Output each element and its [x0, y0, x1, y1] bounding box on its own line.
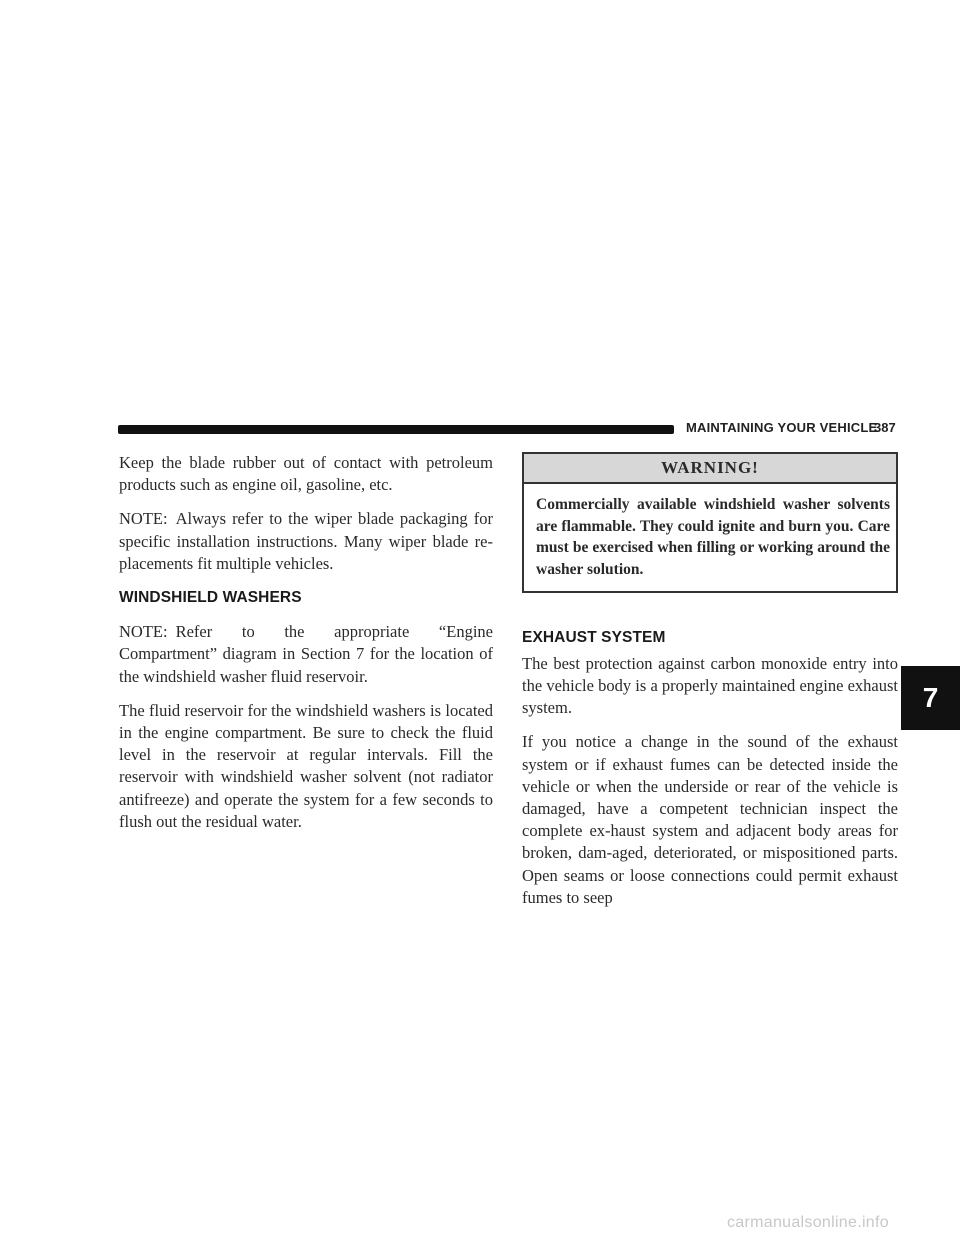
- exhaust-inspection-paragraph: If you notice a change in the sound of the exhaust system or if exhaust fumes can be detected inside the vehicle or when the underside or rear of the vehicle is damaged, have a competent technician inspect the complete ex-haust system and adjacent body areas for broken, dam-aged, deteriorated, or mispositioned parts. Open seams or loose connections could permit exhaust fumes to seep: [522, 732, 898, 907]
- fluid-reservoir-paragraph: The fluid reservoir for the windshield washers is located in the engine compartment. Be sure to check the fluid level in the reservoir at regular intervals. Fill the reservoir with windshield washer solvent (not radiator antifreeze) and operate the system for a few seconds to flush out the residual water.: [119, 700, 493, 831]
- note-label: NOTE:: [119, 509, 168, 529]
- exhaust-protection-paragraph: The best protection against carbon monoxide entry into the vehicle body is a properly maintained engine exhaust system.: [522, 653, 898, 718]
- wiper-note: [119, 508, 493, 575]
- section-header-title: MAINTAINING YOUR VEHICLE: [686, 420, 878, 435]
- page-number: 387: [874, 420, 896, 435]
- washer-note: [119, 621, 493, 688]
- exhaust-system-heading: EXHAUST SYSTEM: [522, 628, 666, 646]
- warning-box: [522, 452, 898, 593]
- section-tab: 7: [901, 666, 960, 730]
- warning-text: Commercially available windshield washer solvents are flammable. They could ignite and burn you. Care must be exercised when filling or working around the washer solution.: [536, 496, 890, 578]
- note-label: NOTE:: [119, 622, 168, 642]
- right-column: [522, 452, 898, 921]
- blade-rubber-paragraph: Keep the blade rubber out of contact with petroleum products such as engine oil, gasoline, etc.: [119, 453, 493, 495]
- left-column: [119, 452, 493, 845]
- footer-watermark: carmanualsonline.info: [727, 1214, 889, 1231]
- exhaust-section: [522, 627, 898, 909]
- warning-title: WARNING!: [524, 454, 896, 484]
- note-text: Always refer to the wiper blade packaging for specific installation instructions. Many wiper blade re-placements fit multiple vehicles.: [119, 509, 493, 573]
- windshield-washers-heading: WINDSHIELD WASHERS: [119, 589, 302, 607]
- note-text: Refer to the appropriate “Engine Compartment” diagram in Section 7 for the location of the windshield washer fluid reservoir.: [119, 622, 493, 686]
- header-rule: [118, 425, 674, 434]
